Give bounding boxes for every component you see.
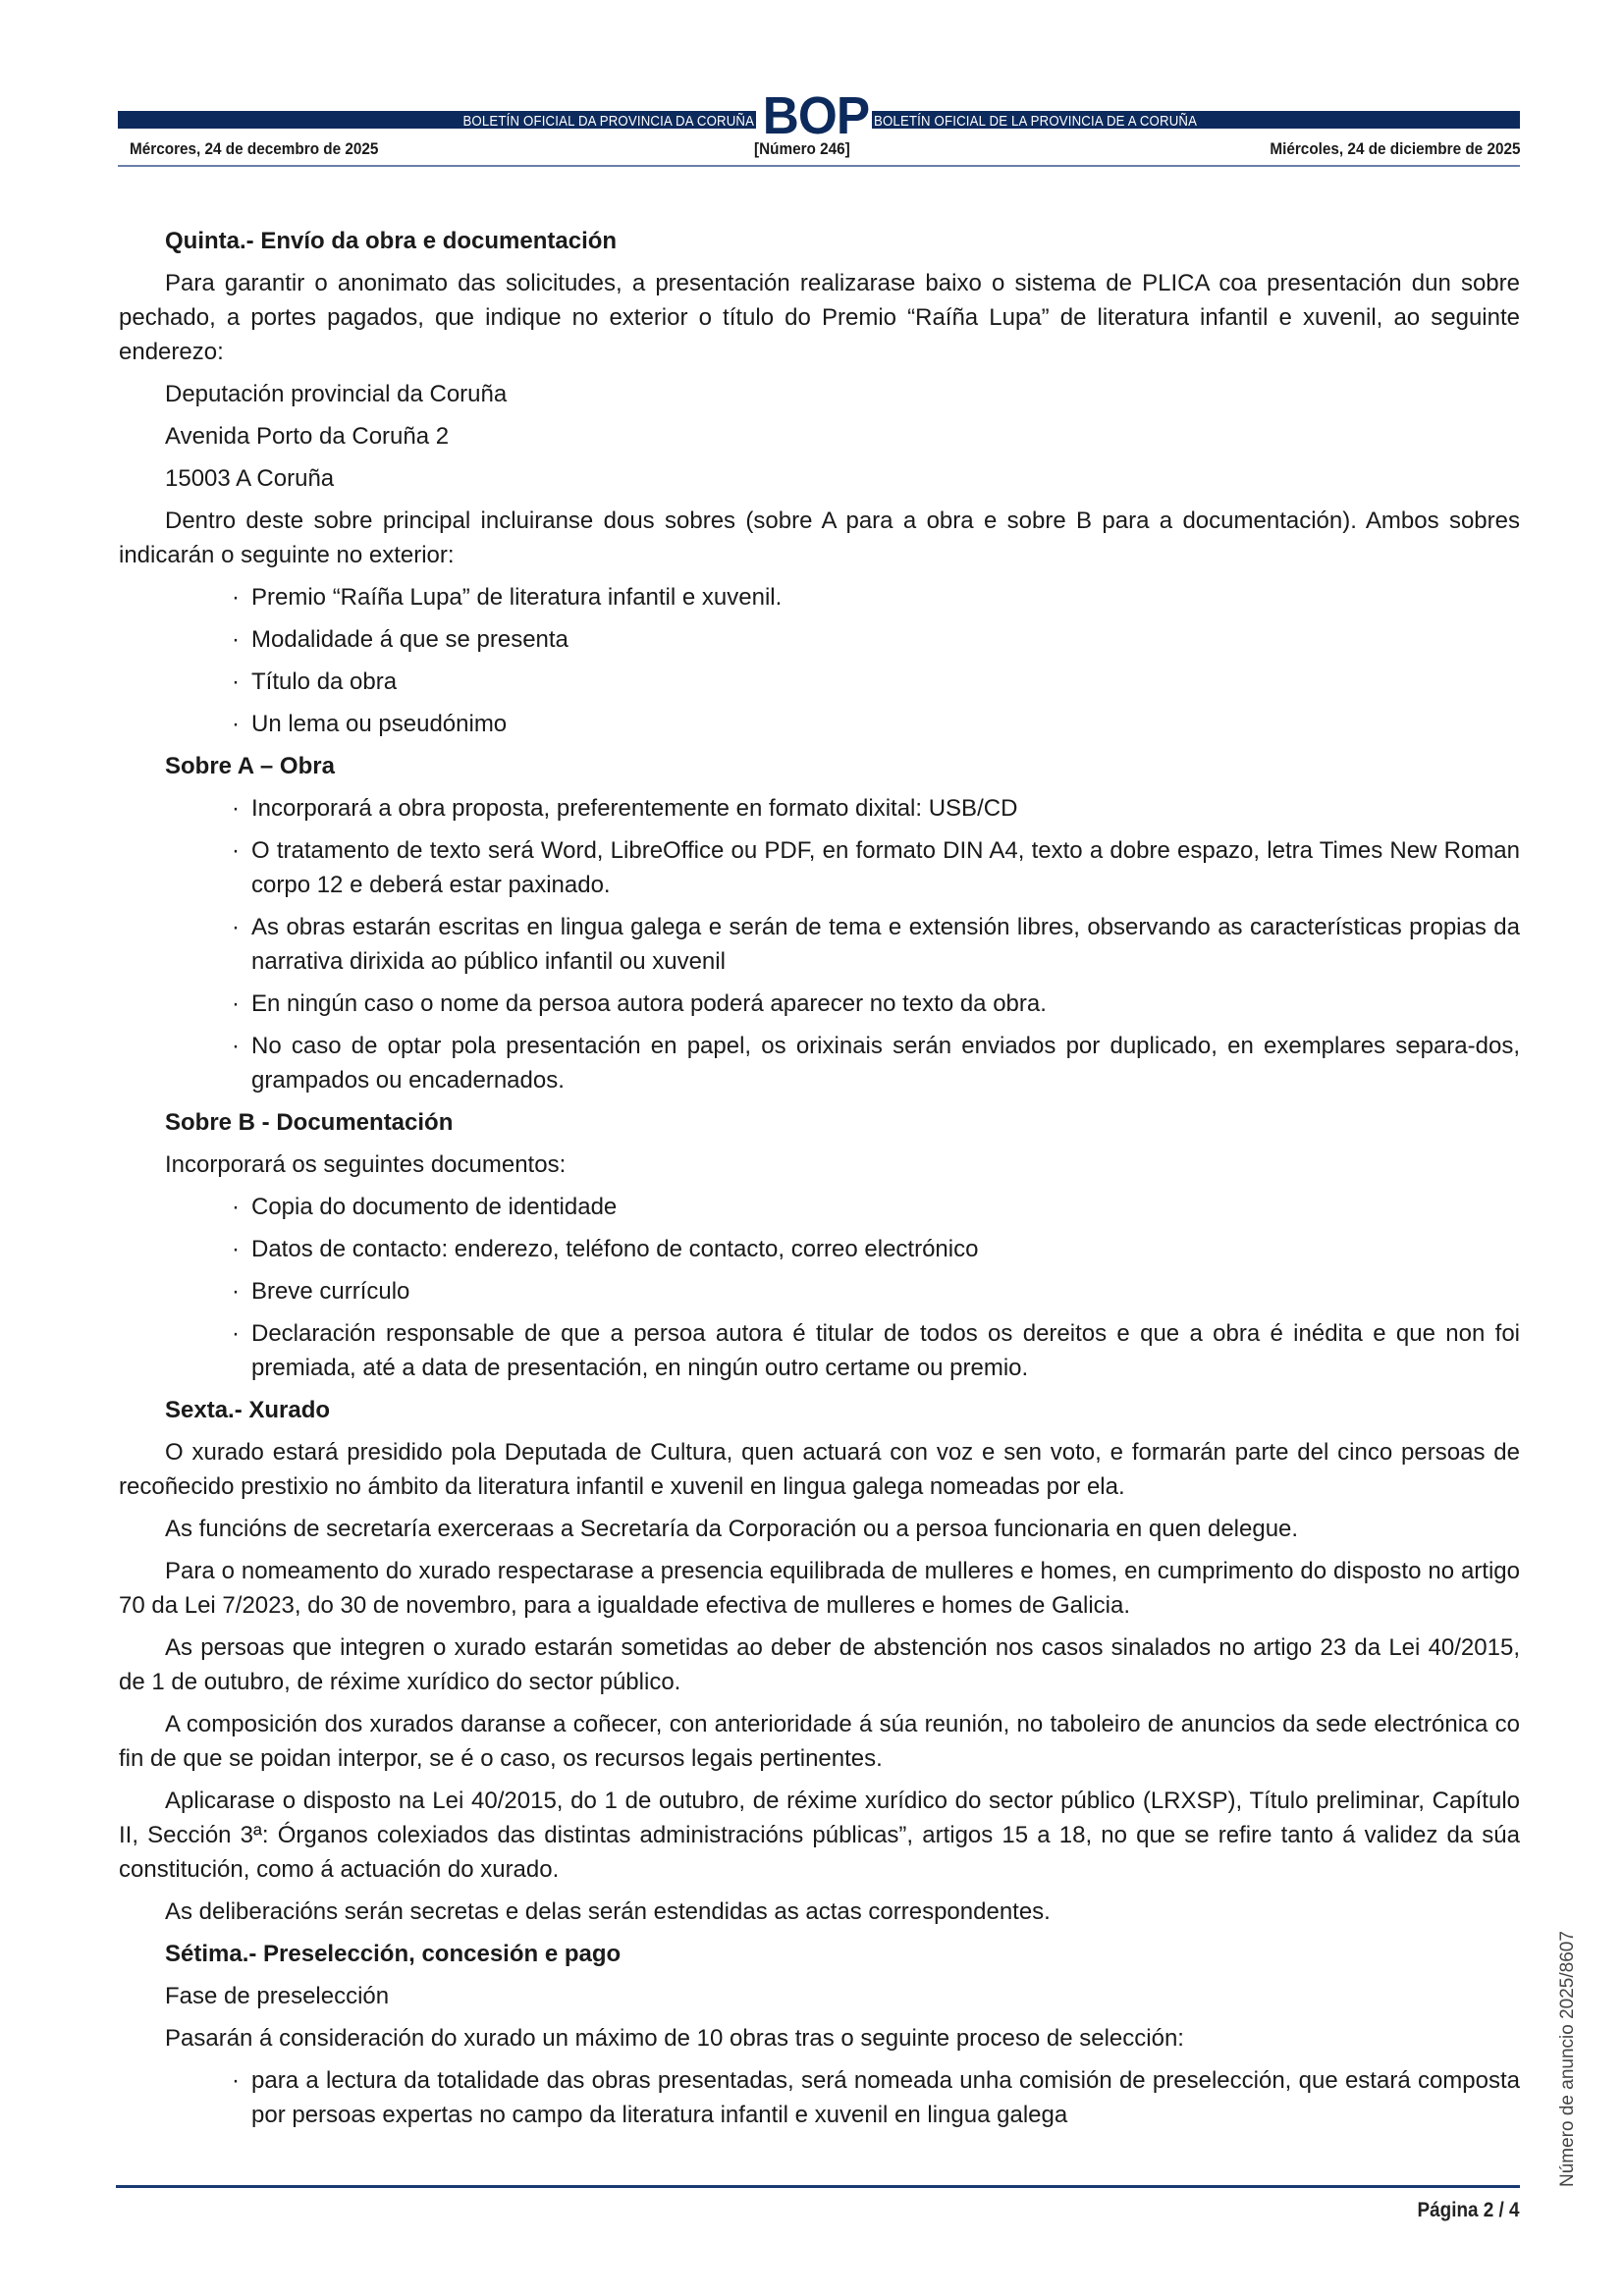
list-item-text: As obras estarán escritas en lingua galega e serán de tema e extensión libres, observando as características propias da narrativa dirixida ao público infantil ou xuvenil: [251, 914, 1520, 975]
list-item: [232, 1190, 1520, 1224]
paragraph: Aplicarase o disposto na Lei 40/2015, do 1 de outubro, de réxime xurídico do sector público (LRXSP), Título preliminar, Capítulo II, Sección 3ª: Órganos colexiados das distintas administracións públicas”, artigos 15 a 18, no que se refire tanto á validez da súa constitución, como á actuación do xurado.: [119, 1788, 1520, 1883]
list-item-text: Copia do documento de identidade: [251, 1194, 618, 1220]
list-item-text: En ningún caso o nome da persoa autora poderá aparecer no texto da obra.: [251, 990, 1047, 1017]
paragraph: As funcións de secretaría exerceraas a Secretaría da Corporación ou a persoa funcionaria en quen delegue.: [165, 1516, 1299, 1542]
list-item: [232, 580, 1520, 614]
section-heading-sobre-b: Sobre B - Documentación: [165, 1109, 454, 1136]
list-item-text: Modalidade á que se presenta: [251, 626, 568, 653]
bullet-icon: ·: [232, 711, 240, 737]
list-item-text: Declaración responsable de que a persoa autora é titular de todos os dereitos e que a obra é inédita e que non foi premiada, até a data de presentación, en ningún outro certame ou premio.: [251, 1320, 1520, 1381]
paragraph: Dentro deste sobre principal incluiranse dous sobres (sobre A para a obra e sobre B para a documentación). Ambos sobres indicarán o seguinte no exterior:: [119, 507, 1520, 568]
list-item-text: No caso de optar pola presentación en papel, os orixinais serán enviados por duplicado, en exemplares separa-dos, grampados ou encadernados.: [251, 1033, 1520, 1094]
list-item: [232, 791, 1520, 826]
bullet-icon: ·: [232, 990, 240, 1017]
list-item-text: Breve currículo: [251, 1278, 410, 1305]
list-item: [232, 1316, 1520, 1385]
section-heading-quinta: Quinta.- Envío da obra e documentación: [165, 228, 618, 254]
sobre-a-list: [119, 791, 1520, 1097]
address-line: Avenida Porto da Coruña 2: [165, 423, 450, 450]
list-item: [232, 987, 1520, 1021]
section-heading-sobre-a: Sobre A – Obra: [165, 753, 335, 779]
paragraph: O xurado estará presidido pola Deputada de Cultura, quen actuará con voz e sen voto, e formarán parte del cinco persoas de recoñecido prestixio no ámbito da literatura infantil e xuvenil en lingua galega nomeadas por ela.: [119, 1439, 1520, 1500]
list-item: [232, 665, 1520, 699]
address-line: 15003 A Coruña: [165, 465, 335, 492]
bullet-icon: ·: [232, 668, 240, 695]
paragraph: A composición dos xurados daranse a coñecer, con anterioridade á súa reunión, no taboleiro de anuncios da sede electrónica co fin de que se poidan interpor, se é o caso, os recursos legais pertinentes.: [119, 1711, 1520, 1772]
bullet-icon: ·: [232, 2067, 240, 2094]
header-title-galician: BOLETÍN OFICIAL DA PROVINCIA DA CORUÑA: [462, 113, 754, 130]
list-item-text: Incorporará a obra proposta, preferentemente en formato dixital: USB/CD: [251, 795, 1018, 822]
list-item: [232, 1029, 1520, 1097]
subheading: Fase de preselección: [165, 1983, 390, 2009]
paragraph: As persoas que integren o xurado estarán sometidas ao deber de abstención nos casos sinalados no artigo 23 da Lei 40/2015, de 1 de outubro, de réxime xurídico do sector público.: [119, 1634, 1520, 1695]
list-item: [232, 910, 1520, 979]
list-item: [232, 2063, 1520, 2132]
header-date-galician: Mércores, 24 de decembro de 2025: [130, 139, 379, 158]
list-item-text: Datos de contacto: enderezo, teléfono de contacto, correo electrónico: [251, 1236, 979, 1262]
list-item-text: Título da obra: [251, 668, 398, 695]
paragraph: Incorporará os seguintes documentos:: [165, 1151, 567, 1178]
bullet-icon: ·: [232, 1320, 240, 1347]
paragraph: Pasarán á consideración do xurado un máximo de 10 obras tras o seguinte proceso de selección:: [165, 2025, 1184, 2052]
bullet-icon: ·: [232, 1278, 240, 1305]
list-item-text: para a lectura da totalidade das obras presentadas, será nomeada unha comisión de preselección, que estará composta por persoas expertas no campo da literatura infantil e xuvenil en lingua galega: [251, 2067, 1520, 2128]
announcement-number: Número de anuncio 2025/8607: [1557, 1931, 1578, 2187]
section-heading-setima: Sétima.- Preselección, concesión e pago: [165, 1941, 622, 1967]
bullet-icon: ·: [232, 1033, 240, 1059]
bullet-icon: ·: [232, 1236, 240, 1262]
page-number: Página 2 / 4: [1417, 2199, 1520, 2221]
setima-list: [119, 2063, 1520, 2132]
bullet-icon: ·: [232, 914, 240, 940]
header-divider: [118, 165, 1520, 167]
bulletin-header: [118, 86, 1520, 173]
list-item: [232, 1274, 1520, 1308]
list-item-text: O tratamento de texto será Word, LibreOffice ou PDF, en formato DIN A4, texto a dobre espazo, letra Times New Roman corpo 12 e deberá estar paxinado.: [251, 837, 1520, 898]
list-item: [232, 622, 1520, 657]
list-item-text: Un lema ou pseudónimo: [251, 711, 508, 737]
bop-logo: BOP: [762, 86, 870, 145]
bullet-icon: ·: [232, 1194, 240, 1220]
header-date-spanish: Miércoles, 24 de diciembre de 2025: [1269, 139, 1520, 158]
list-item-text: Premio “Raíña Lupa” de literatura infantil e xuvenil.: [251, 584, 783, 611]
paragraph: Para o nomeamento do xurado respectarase a presencia equilibrada de mulleres e homes, en cumprimento do disposto no artigo 70 da Lei 7/2023, do 30 de novembro, para a igualdade efectiva de mulleres e homes de Galicia.: [119, 1558, 1520, 1619]
bullet-icon: ·: [232, 626, 240, 653]
footer-divider: [116, 2185, 1520, 2188]
header-title-spanish: BOLETÍN OFICIAL DE LA PROVINCIA DE A CORUÑA: [874, 113, 1198, 130]
section-heading-sexta: Sexta.- Xurado: [165, 1397, 331, 1423]
exterior-list: [119, 580, 1520, 741]
document-body: [119, 224, 1520, 2140]
paragraph: As deliberacións serán secretas e delas serán estendidas as actas correspondentes.: [165, 1898, 1051, 1925]
bullet-icon: ·: [232, 837, 240, 864]
list-item: [232, 833, 1520, 902]
sobre-b-list: [119, 1190, 1520, 1385]
list-item: [232, 1232, 1520, 1266]
issue-number: [Número 246]: [754, 139, 850, 158]
bullet-icon: ·: [232, 584, 240, 611]
bullet-icon: ·: [232, 795, 240, 822]
paragraph: Para garantir o anonimato das solicitudes, a presentación realizarase baixo o sistema de PLICA coa presentación dun sobre pechado, a portes pagados, que indique no exterior o título do Premio “Raíña Lupa” de literatura infantil e xuvenil, ao seguinte enderezo:: [119, 270, 1520, 365]
list-item: [232, 707, 1520, 741]
address-line: Deputación provincial da Coruña: [165, 381, 508, 407]
